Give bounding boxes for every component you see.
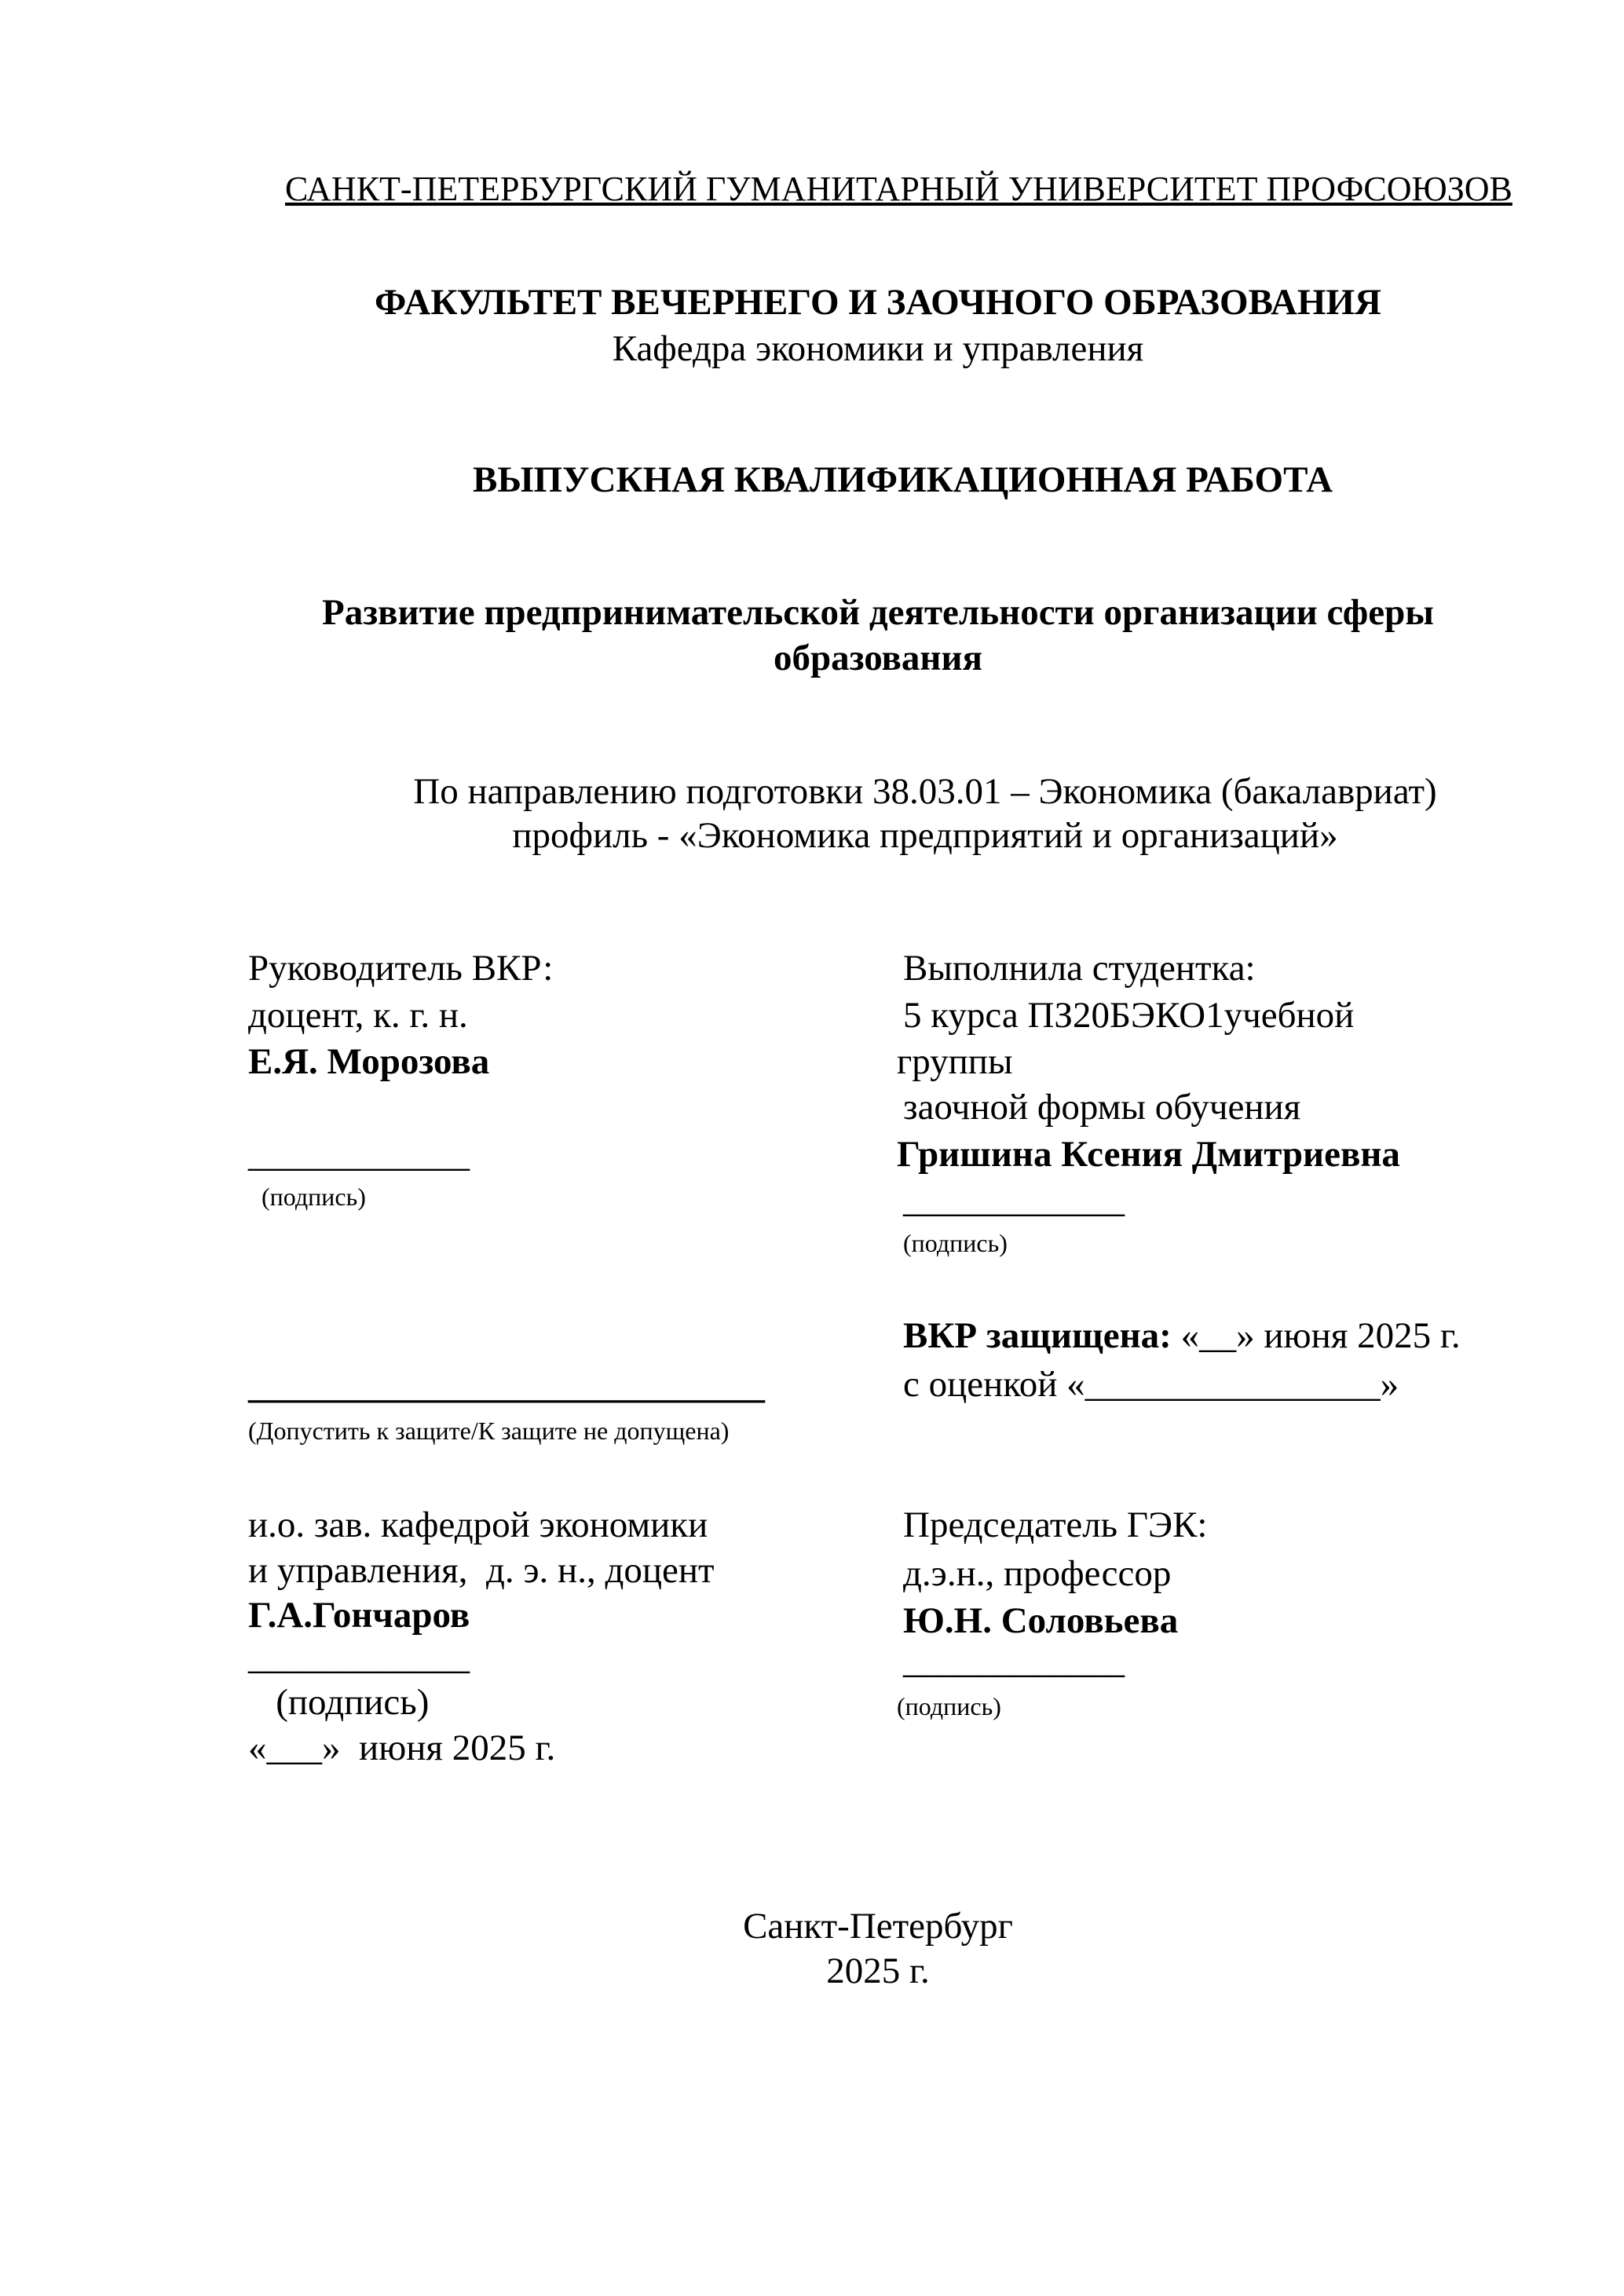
supervisor-name: Е.Я. Морозова [248, 1041, 490, 1082]
head-date: «___» июня 2025 г. [248, 1727, 556, 1768]
defense-date-value: «__» июня 2025 г. [1171, 1315, 1461, 1356]
admission-caption: (Допустить к защите/К защите не допущена) [248, 1417, 730, 1445]
chair-signature-line: ____________ [903, 1640, 1125, 1681]
student-group: группы [897, 1041, 1013, 1082]
defense-grade: с оценкой «________________» [903, 1364, 1399, 1405]
chair-name: Ю.Н. Соловьева [903, 1600, 1179, 1641]
topic-line-2: образования [773, 638, 983, 678]
direction-line-2: профиль - «Экономика предприятий и организаций» [512, 815, 1338, 856]
student-form: заочной формы обучения [903, 1087, 1301, 1128]
defense-label: ВКР защищена: [903, 1315, 1172, 1356]
chair-title: д.э.н., профессор [903, 1553, 1172, 1594]
supervisor-title: доцент, к. г. н. [248, 995, 468, 1036]
admission-line: ____________________________ [248, 1366, 765, 1406]
student-signature-caption: (подпись) [903, 1229, 1008, 1257]
direction-line-1: По направлению подготовки 38.03.01 – Экономика (бакалавриат) [413, 771, 1437, 812]
head-name: Г.А.Гончаров [248, 1595, 470, 1636]
supervisor-label: Руководитель ВКР: [248, 948, 554, 989]
head-title-2: и управления, д. э. н., доцент [248, 1550, 715, 1591]
head-signature-caption: (подпись) [248, 1682, 430, 1723]
student-signature-line: ____________ [903, 1179, 1125, 1220]
topic-line-1: Развитие предпринимательской деятельности организации сферы [322, 592, 1434, 633]
department-name: Кафедра экономики и управления [612, 328, 1144, 369]
work-type-title: ВЫПУСКНАЯ КВАЛИФИКАЦИОННАЯ РАБОТА [473, 459, 1333, 500]
faculty-name: ФАКУЛЬТЕТ ВЕЧЕРНЕГО И ЗАОЧНОГО ОБРАЗОВАНИЯ [375, 282, 1381, 323]
chair-label: Председатель ГЭК: [903, 1504, 1208, 1545]
student-course: 5 курса ПЗ20БЭКО1учебной [903, 995, 1355, 1036]
head-title-1: и.о. зав. кафедрой экономики [248, 1504, 708, 1545]
year: 2025 г. [826, 1951, 930, 1991]
student-label: Выполнила студентка: [903, 948, 1256, 989]
university-name: САНКТ-ПЕТЕРБУРГСКИЙ ГУМАНИТАРНЫЙ УНИВЕРСИТЕТ ПРОФСОЮЗОВ [285, 170, 1512, 208]
student-name: Гришина Ксения Дмитриевна [897, 1134, 1400, 1175]
chair-signature-caption: (подпись) [897, 1692, 1001, 1720]
head-signature-line: ____________ [248, 1636, 470, 1677]
supervisor-signature-caption: (подпись) [262, 1183, 366, 1211]
supervisor-signature-line: ____________ [248, 1134, 470, 1175]
city: Санкт-Петербург [743, 1906, 1013, 1947]
defense-date [903, 1312, 1461, 1359]
